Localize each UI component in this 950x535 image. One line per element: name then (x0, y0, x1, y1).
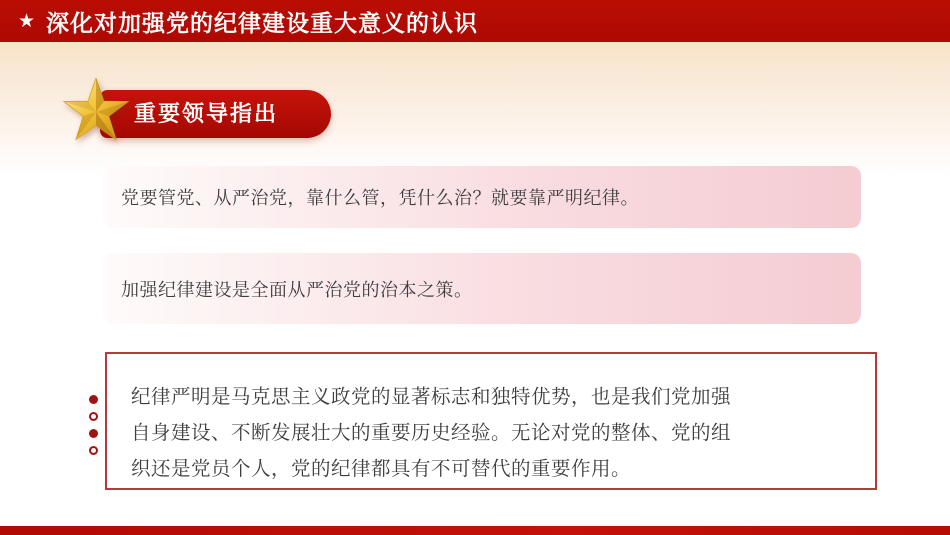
quote-text-1: 党要管党、从严治党，靠什么管，凭什么治？就要靠严明纪律。 (121, 188, 639, 208)
page-title: 深化对加强党的纪律建设重大意义的认识 (46, 9, 479, 36)
dot-filled-icon (89, 429, 98, 438)
top-banner (0, 0, 950, 42)
dot-filled-icon (89, 395, 98, 404)
summary-text: 纪律严明是马克思主义政党的显著标志和独特优势，也是我们党加强自身建设、不断发展壮大的重要历史经验。无论对党的整体、党的组织还是党员个人，党的纪律都具有不可替代的重要作用。 (131, 386, 732, 480)
quote-box-2 (103, 253, 861, 324)
dot-hollow-icon (89, 412, 98, 421)
section-badge (100, 90, 331, 138)
decorative-dots (89, 395, 98, 455)
quote-box-1 (103, 166, 861, 228)
gold-star-icon (60, 78, 132, 150)
summary-box (105, 352, 877, 490)
section-badge-label: 重要领导指出 (134, 101, 279, 126)
star-icon: ★ (18, 10, 36, 32)
bottom-bar (0, 526, 950, 535)
dot-hollow-icon (89, 446, 98, 455)
quote-text-2: 加强纪律建设是全面从严治党的治本之策。 (121, 279, 473, 300)
